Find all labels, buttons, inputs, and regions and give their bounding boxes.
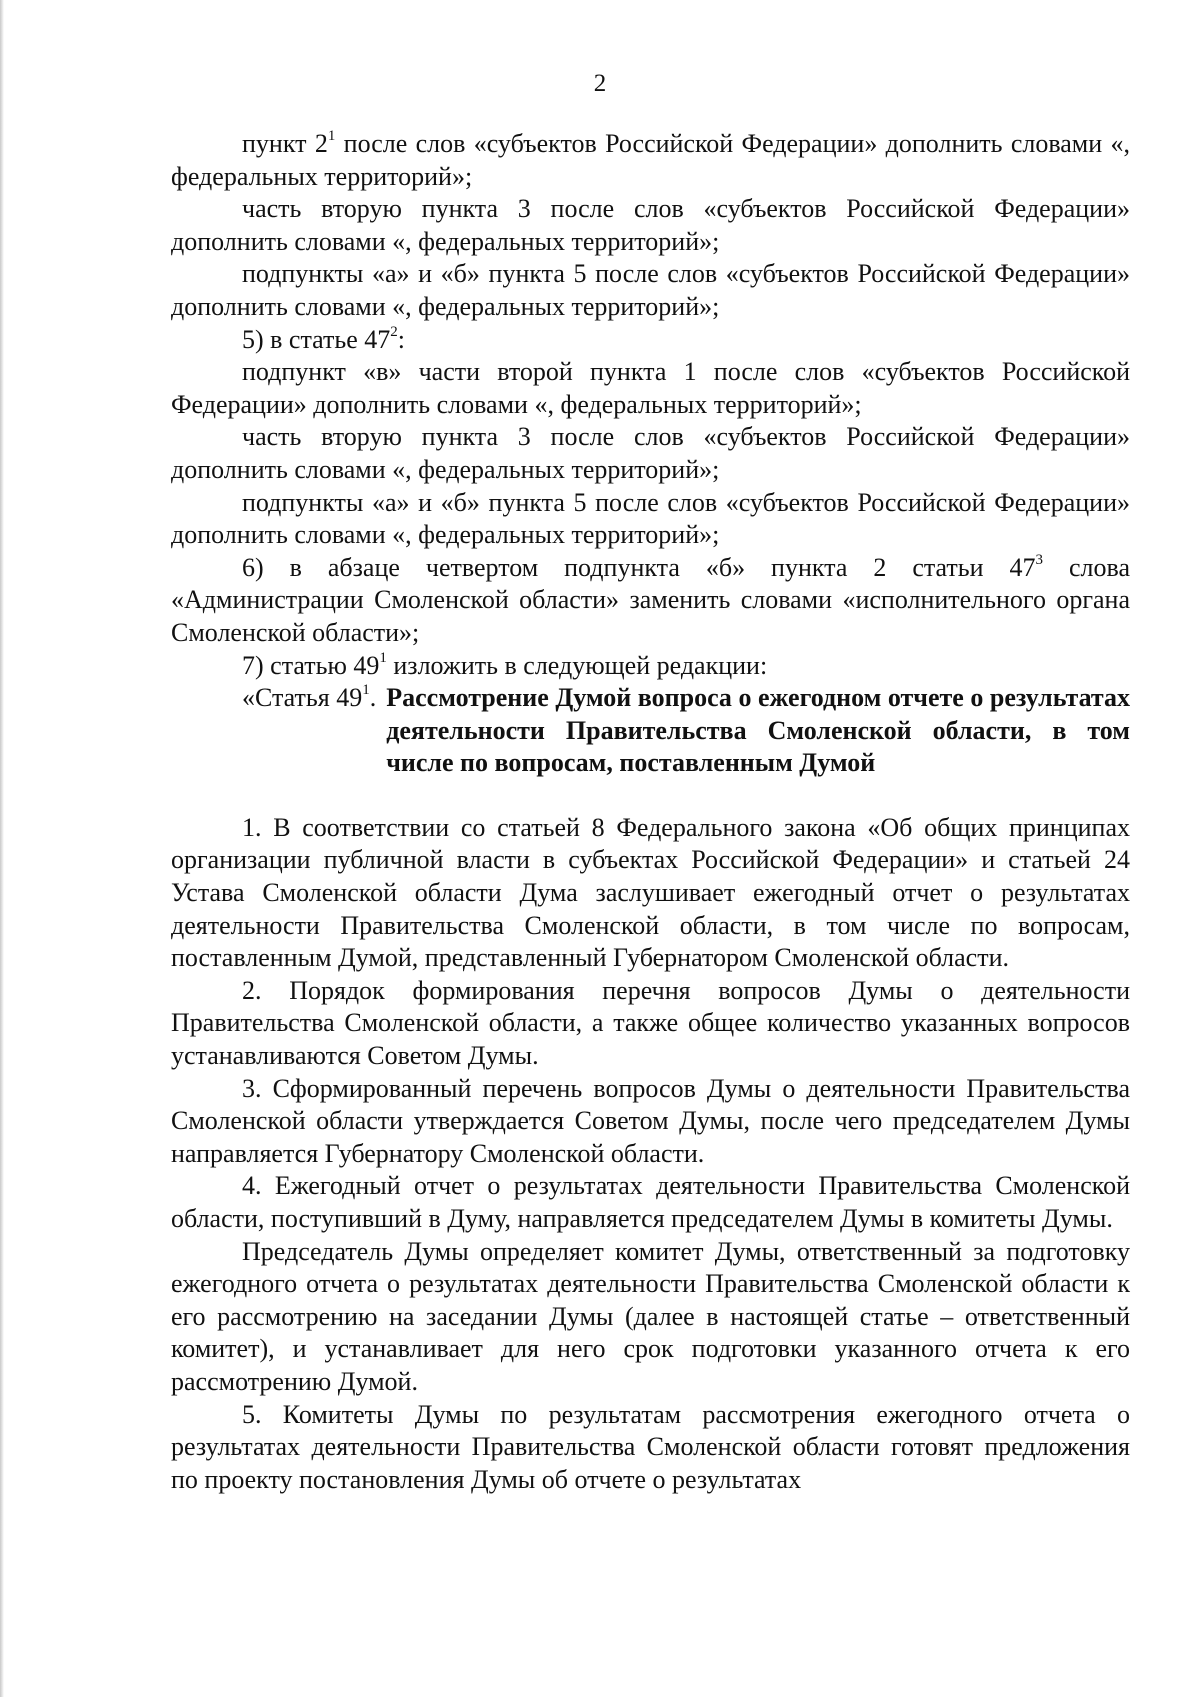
amendment-paragraph: подпункты «а» и «б» пункта 5 после слов «субъектов Российской Федерации» дополнить словами «, федеральных территорий»; bbox=[171, 259, 1130, 321]
article-paragraph-4-cont: Председатель Думы определяет комитет Думы, ответственный за подготовку ежегодного отчета о результатах деятельности Правительства Смоленской области к его рассмотрению на заседании Думы (далее в настоящей статье – ответственный комитет), и устанавливает для него срок подготовки указанного отчета к его рассмотрению Думой. bbox=[171, 1236, 1130, 1396]
article-paragraph-3: 3. Сформированный перечень вопросов Думы о деятельности Правительства Смоленской области утверждается Советом Думы, после чего председателем Думы направляется Губернатору Смоленской области. bbox=[171, 1073, 1130, 1168]
article-paragraph-4: 4. Ежегодный отчет о результатах деятельности Правительства Смоленской области, поступивший в Думу, направляется председателем Думы в комитеты Думы. bbox=[171, 1171, 1130, 1233]
amendment-paragraph: часть вторую пункта 3 после слов «субъектов Российской Федерации» дополнить словами «, федеральных территорий»; bbox=[171, 422, 1130, 484]
article-paragraph-2: 2. Порядок формирования перечня вопросов Думы о деятельности Правительства Смоленской области, а также общее количество указанных вопросов устанавливаются Советом Думы. bbox=[171, 975, 1130, 1071]
article-heading bbox=[242, 682, 1130, 780]
amendment-paragraph: подпункты «а» и «б» пункта 5 после слов «субъектов Российской Федерации» дополнить словами «, федеральных территорий»; bbox=[171, 487, 1130, 550]
article-paragraph-5: 5. Комитеты Думы по результатам рассмотрения ежегодного отчета о результатах деятельности Правительства Смоленской области готовят предложения по проекту постановления Думы об отчете о результатах bbox=[171, 1399, 1130, 1494]
article-paragraph-1: 1. В соответствии со статьей 8 Федерального закона «Об общих принципах организации публичной власти в субъектах Российской Федерации» и статьей 24 Устава Смоленской области Дума заслушивает ежегодный отчет о результатах деятельности Правительства Смоленской области, в том числе по вопросам, поставленным Думой, представленный Губернатором Смоленской области. bbox=[171, 812, 1130, 973]
document-body bbox=[171, 128, 1130, 1496]
amendment-paragraph: пункт $2^1$ после слов «субъектов Российской Федерации» дополнить словами «, федеральных территорий»; bbox=[171, 128, 1131, 191]
article-number: «Статья $49^1$. bbox=[242, 682, 377, 713]
amendment-item-6: 6) в абзаце четвертом подпункта «б» пункта 2 статьи $47^3$ слова «Администрации Смоленской области» заменить словами «исполнительного органа Смоленской области»; bbox=[171, 551, 1130, 647]
amendment-item-5: 5) в статье $47^2$: bbox=[242, 323, 406, 354]
article-title: Рассмотрение Думой вопроса о ежегодном отчете о результатах деятельности Правительства Смоленской области, в том числе по вопросам, поставленным Думой bbox=[386, 683, 1130, 778]
amendment-paragraph: часть вторую пункта 3 после слов «субъектов Российской Федерации» дополнить словами «, федеральных территорий»; bbox=[171, 194, 1130, 256]
amendment-item-7: 7) статью $49^1$ изложить в следующей редакции: bbox=[242, 649, 768, 680]
page-number: 2 bbox=[593, 70, 607, 97]
scan-edge bbox=[0, 0, 4, 1697]
spacer bbox=[171, 780, 1130, 812]
amendment-paragraph: подпункт «в» части второй пункта 1 после слов «субъектов Российской Федерации» дополнить словами «, федеральных территорий»; bbox=[171, 357, 1130, 419]
